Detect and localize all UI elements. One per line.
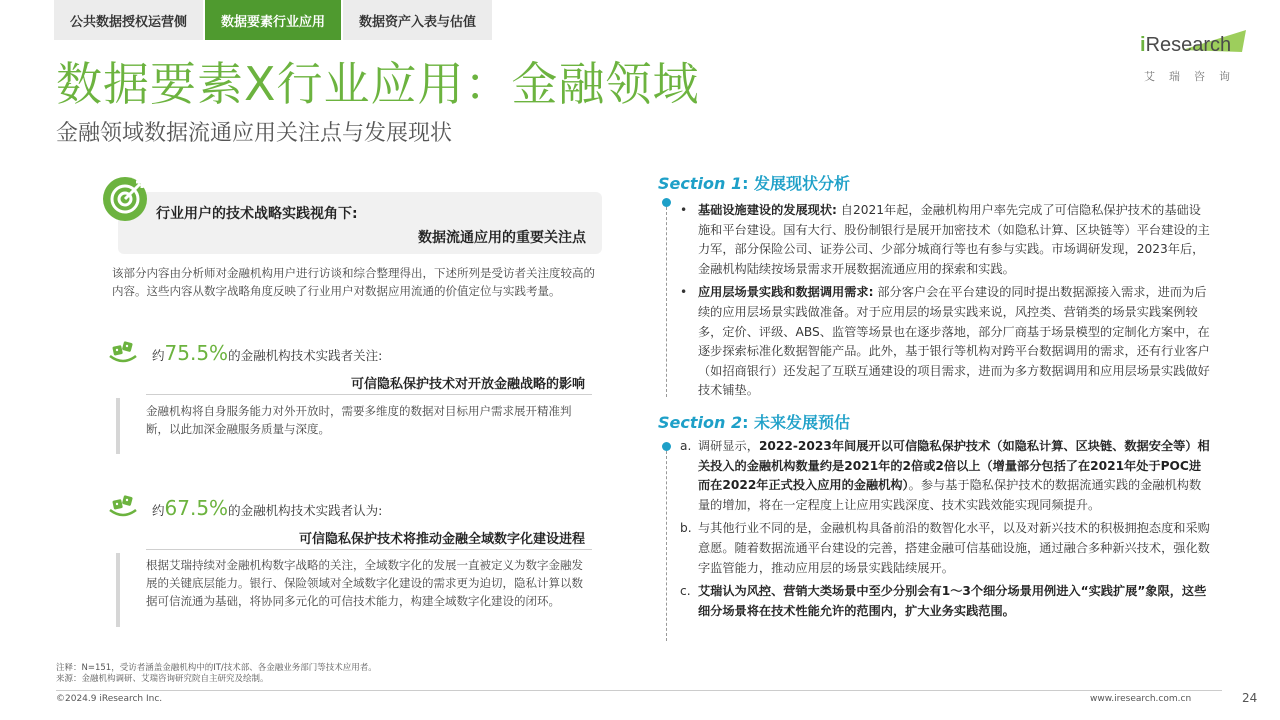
iresearch-logo: [1140, 32, 1250, 88]
page-title: 数据要素X行业应用：金融领域: [56, 57, 700, 111]
section-1-list: [680, 201, 1210, 405]
stat-headline-2: 约67.5%的金融机构技术实践者认为:: [152, 496, 383, 520]
stat-body-1: 金融机构将自身服务能力对外开放时，需要多维度的数据对目标用户需求展开精准判断，以此加深金融服务质量与深度。: [146, 404, 572, 436]
website-link[interactable]: www.iresearch.com.cn: [1090, 694, 1192, 704]
timeline-line-1: [666, 207, 667, 397]
list-item: a. 调研显示，2022-2023年间展开以可信隐私保护技术（如隐私计算、区块链、数据安全等）相关投入的金融机构数量约是2021年的2倍或2倍以上（增量部分包括了在2021年处于POC进而在2022年正式投入应用的金融机构）。参与基于隐私保护技术的数据流通实践的金融机构数量的增加，将在一定程度上让应用实践深度、技术实践效能实现同频提升。: [680, 439, 1210, 512]
page-number: 24: [1242, 691, 1258, 705]
tab-public-data[interactable]: 公共数据授权运营侧: [54, 0, 203, 40]
tab-industry-application[interactable]: 数据要素行业应用: [205, 0, 341, 40]
stat-side-bar-1: [116, 398, 120, 454]
list-item: • 应用层场景实践和数据调用需求: 部分客户会在平台建设的同时提出数据源接入需求，进而为后续的应用层场景实践做准备。对于应用层的场景实践来说，风控类、营销类的场景实践案例较多，定价、评级、ABS、监管等场景也在逐步落地，部分厂商基于场景模型的定制化方案中，在逐步探索标准化数据智能产品。此外，基于银行等机构对跨平台数据调用的需求，还有行业客户（如招商银行）还发起了互联互通建设的项目需求，进而为多方数据调用和应用层场景实践做好技术铺垫。: [680, 285, 1210, 398]
list-item: • 基础设施建设的发展现状: 自2021年起，金融机构用户率先完成了可信隐私保护技术的基础设施和平台建设。国有大行、股份制银行是展开加密技术（如隐私计算、区块链等）平台建设的主力军，部分保险公司、证券公司、少部分城商行等也有参与实践。市场调研发现，2023年后，金融机构陆续按场景需求开展数据流通应用的探索和实践。: [680, 203, 1210, 276]
source-line: 来源：金融机构调研、艾瑞咨询研究院自主研究及绘制。: [56, 674, 269, 684]
section-2-list: [680, 437, 1210, 625]
section-2-heading: Section 2: 未来发展预估: [658, 413, 851, 432]
focus-heading-line1: 行业用户的技术战略实践视角下:: [156, 206, 358, 222]
list-item: c. 艾瑞认为风控、营销大类场景中至少分别会有1～3个细分场景用例进入“实践扩展”象限，这些细分场景将在技术性能允许的范围内，扩大业务实践范围。: [680, 584, 1207, 618]
logo-wordmark: iResearch: [1140, 34, 1232, 56]
stat-tag-2: 可信隐私保护技术将推动金融全域数字化建设进程: [298, 532, 585, 547]
page-subtitle: 金融领域数据流通应用关注点与发展现状: [56, 121, 453, 146]
tab-bar: [54, 0, 494, 40]
footnotes: [56, 663, 377, 685]
list-item: b. 与其他行业不同的是，金融机构具备前沿的数智化水平，以及对新兴技术的积极拥抱态度和采购意愿。随着数据流通平台建设的完善，搭建金融可信基础设施，通过融合多种新兴技术，强化数字监管能力，推动应用层的场景实践陆续展开。: [680, 521, 1210, 575]
footer-divider: [56, 690, 1222, 691]
stat-percent-1: 75.5%: [164, 341, 229, 365]
copyright: ©2024.9 iResearch Inc.: [56, 694, 163, 704]
note-line: 注释：N=151，受访者涵盖金融机构中的IT/技术部、各金融业务部门等技术应用者。: [56, 663, 377, 673]
stat-percent-2: 67.5%: [164, 496, 229, 520]
dice-icon: [108, 340, 138, 366]
target-icon: [102, 176, 148, 222]
dice-icon: [108, 494, 138, 520]
logo-subtitle: 艾瑞咨询: [1144, 70, 1244, 83]
tab-data-assets[interactable]: 数据资产入表与估值: [343, 0, 492, 40]
stat-body-2: 根据艾瑞持续对金融机构数字战略的关注，全域数字化的发展一直被定义为数字金融发展的关键底层能力。银行、保险领域对全域数字化建设的需求更为迫切，隐私计算以数据可信流通为基础，将协同多元化的可信技术能力，构建全域数字化建设的闭环。: [146, 558, 583, 608]
focus-heading-line2: 数据流通应用的重要关注点: [418, 230, 586, 246]
stat-tag-1: 可信隐私保护技术对开放金融战略的影响: [350, 377, 585, 392]
section-1-heading: Section 1: 发展现状分析: [658, 174, 851, 193]
stat-divider-1: [146, 394, 592, 395]
timeline-dot-1: [662, 198, 671, 207]
timeline-line-2: [666, 451, 667, 641]
timeline-dot-2: [662, 442, 671, 451]
stat-side-bar-2: [116, 553, 120, 627]
intro-paragraph: 该部分内容由分析师对金融机构用户进行访谈和综合整理得出，下述所列是受访者关注度较高的内容。这些内容从数字战略角度反映了行业用户对数据应用流通的价值定位与实践考量。: [112, 266, 595, 298]
stat-divider-2: [146, 549, 592, 550]
stat-headline-1: 约75.5%的金融机构技术实践者关注:: [152, 341, 383, 365]
